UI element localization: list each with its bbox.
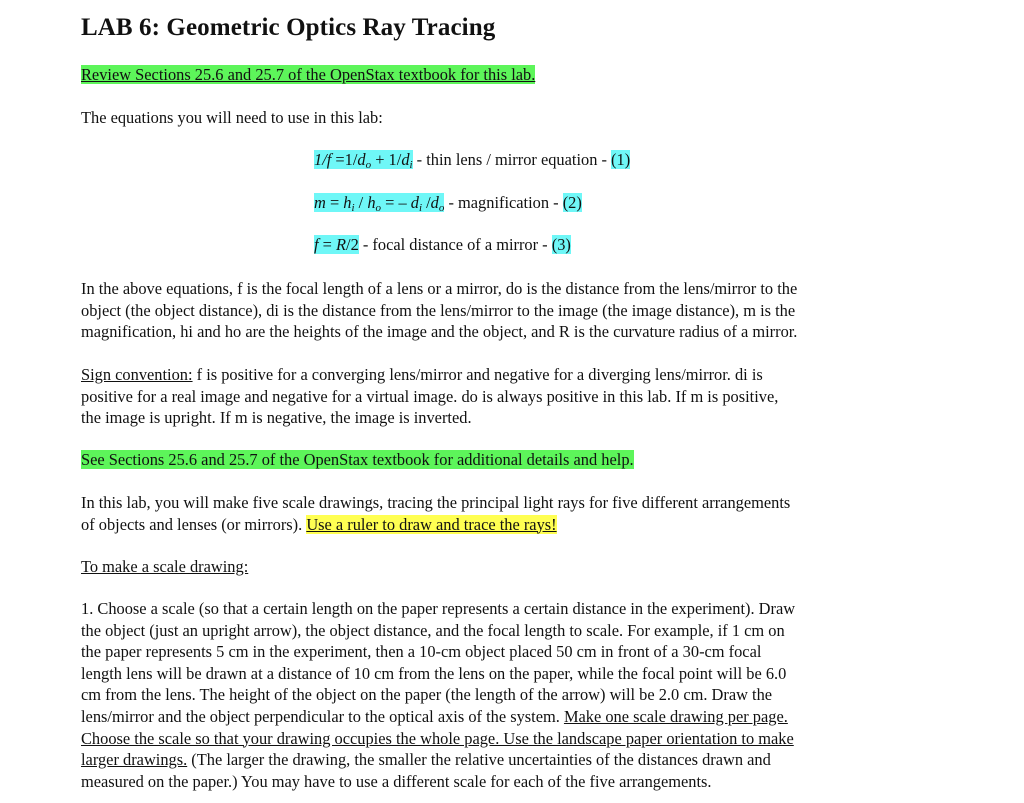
sign-convention-line-3: the image is upright. If m is negative, the image is inverted. xyxy=(81,408,472,428)
step-1-line-5: cm from the lens. The height of the object on the paper (the length of the arrow) will be 2.0 cm. Draw the xyxy=(81,685,773,705)
step-1-line-6: lens/mirror and the object perpendicular to the optical axis of the system. xyxy=(81,706,564,726)
equations-intro: The equations you will need to use in this lab: xyxy=(81,108,383,127)
definitions-line-3: magnification, hi and ho are the heights of the image and the object, and R is the curvature radius of a mirror. xyxy=(81,322,798,342)
equation-3-formula: f = R/2 xyxy=(314,235,359,254)
definitions-paragraph xyxy=(81,278,861,343)
step-1-line-4: length lens will be drawn at a distance of 10 cm from the lens on the paper, while the focal point will be 6.0 xyxy=(81,663,787,683)
step-1-line-6-underlined: Make one scale drawing per page. xyxy=(563,706,788,726)
sign-convention-line-2: positive for a real image and negative for a virtual image. do is always positive in this lab. If m is positive, xyxy=(81,386,779,406)
step-1-line-2: the object (just an upright arrow), the object distance, and the focal length to scale. For example, if 1 cm on xyxy=(81,620,785,640)
sign-convention-paragraph xyxy=(81,364,861,429)
equation-3-number: (3) xyxy=(551,235,571,254)
equation-1 xyxy=(314,150,630,170)
see-note-text: See Sections 25.6 and 25.7 of the OpenStax textbook for additional details and help. xyxy=(81,450,634,469)
equation-2 xyxy=(314,193,582,213)
sign-convention-line-1: f is positive for a converging lens/mirror and negative for a diverging lens/mirror. di is xyxy=(192,365,763,384)
equation-2-formula: $m = h_i / h_o$ = – $d_i$ $/d_o$ xyxy=(314,193,445,214)
step-1-line-3: the paper represents 5 cm in the experiment, then a 10-cm object placed 50 cm in front of a 30-cm focal xyxy=(81,642,762,662)
step-1-line-7: Choose the scale so that your drawing occupies the whole page. Use the landscape paper orientation to make xyxy=(81,728,794,748)
equation-1-description: - thin lens / mirror equation - xyxy=(412,150,612,169)
page-title: LAB 6: Geometric Optics Ray Tracing xyxy=(81,14,496,41)
review-note-text: Review Sections 25.6 and 25.7 of the OpenStax textbook for this lab. xyxy=(81,65,536,84)
scale-drawing-heading: To make a scale drawing: xyxy=(81,557,249,576)
equation-1-formula: $1/f =1/d_o + 1/d_i$ xyxy=(314,150,413,171)
see-note xyxy=(81,449,634,471)
equation-2-description: - magnification - xyxy=(444,193,563,212)
equation-2-number: (2) xyxy=(562,193,582,212)
step-1-line-9: measured on the paper.) You may have to use a different scale for each of the five arrangements. xyxy=(81,771,712,791)
definitions-line-1: In the above equations, f is the focal length of a lens or a mirror, do is the distance from the lens/mirror to the xyxy=(81,279,798,298)
lab-intro-line-1: In this lab, you will make five scale drawings, tracing the principal light rays for five different arrangements xyxy=(81,493,791,512)
step-1-line-8: (The larger the drawing, the smaller the relative uncertainties of the distances drawn and xyxy=(187,750,771,770)
step-1-line-8-underlined: larger drawings. xyxy=(81,750,188,770)
lab-intro-paragraph xyxy=(81,492,861,535)
ruler-note: Use a ruler to draw and trace the rays! xyxy=(306,514,557,534)
sign-convention-label: Sign convention: xyxy=(81,365,193,384)
lab-intro-line-2: of objects and lenses (or mirrors). xyxy=(81,514,307,534)
equation-3 xyxy=(314,235,571,255)
step-1-paragraph xyxy=(81,598,861,792)
review-note xyxy=(81,64,535,86)
step-1-line-1: 1. Choose a scale (so that a certain length on the paper represents a certain distance in the experiment). Draw xyxy=(81,599,796,618)
equation-1-number: (1) xyxy=(611,150,631,169)
definitions-line-2: object (the object distance), di is the distance from the lens/mirror to the image (the image distance), m is the xyxy=(81,300,796,320)
equation-3-description: - focal distance of a mirror - xyxy=(358,235,552,254)
